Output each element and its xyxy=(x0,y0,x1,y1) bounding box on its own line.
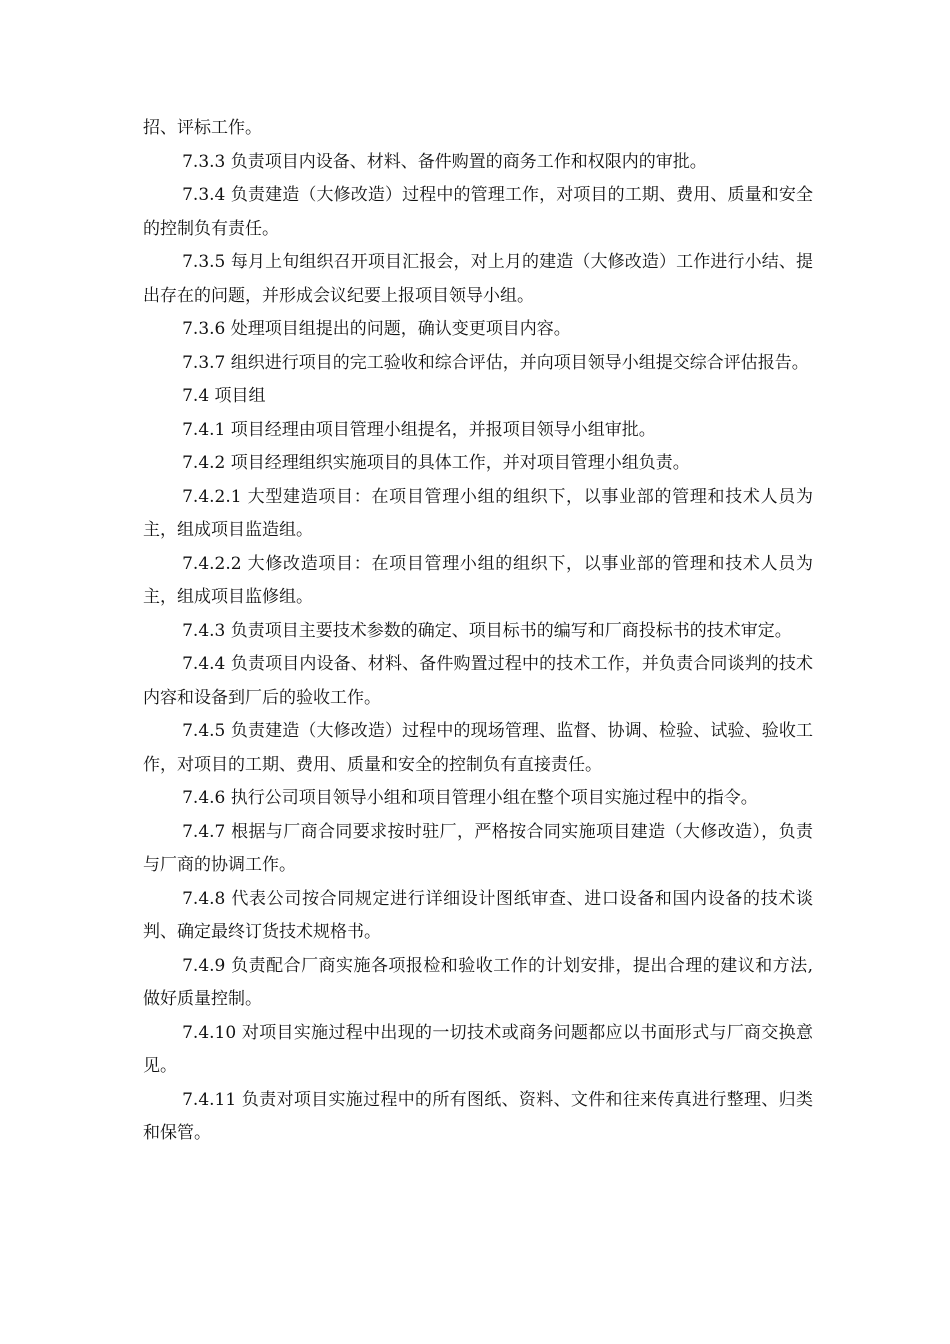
paragraph-continuation: 招、评标工作。 xyxy=(143,118,262,138)
paragraph-7-4-2: 7.4.2 项目经理组织实施项目的具体工作，并对项目管理小组负责。 xyxy=(182,453,690,473)
paragraph-7-4-8: 7.4.8 代表公司按合同规定进行详细设计图纸审查、进口设备和国内设备的技术谈判、确定最终订货技术规格书。 xyxy=(143,888,813,942)
document-body xyxy=(143,112,813,1151)
paragraph-7-4-7: 7.4.7 根据与厂商合同要求按时驻厂，严格按合同实施项目建造（大修改造），负责与厂商的协调工作。 xyxy=(143,821,813,875)
paragraph-7-4-6: 7.4.6 执行公司项目领导小组和项目管理小组在整个项目实施过程中的指令。 xyxy=(182,788,758,808)
paragraph-7-3-4: 7.3.4 负责建造（大修改造）过程中的管理工作，对项目的工期、费用、质量和安全的控制负有责任。 xyxy=(143,185,813,239)
section-heading-7-4: 7.4 项目组 xyxy=(182,386,266,406)
paragraph-7-4-11: 7.4.11 负责对项目实施过程中的所有图纸、资料、文件和往来传真进行整理、归类和保管。 xyxy=(143,1089,813,1143)
paragraph-7-4-10: 7.4.10 对项目实施过程中出现的一切技术或商务问题都应以书面形式与厂商交换意见。 xyxy=(143,1022,813,1076)
paragraph-7-3-7: 7.3.7 组织进行项目的完工验收和综合评估，并向项目领导小组提交综合评估报告。 xyxy=(182,352,809,373)
paragraph-7-4-9: 7.4.9 负责配合厂商实施各项报检和验收工作的计划安排，提出合理的建议和方法,做好质量控制。 xyxy=(143,955,813,1009)
paragraph-7-4-1: 7.4.1 项目经理由项目管理小组提名，并报项目领导小组审批。 xyxy=(182,419,656,440)
paragraph-7-4-2-1: 7.4.2.1 大型建造项目：在项目管理小组的组织下，以事业部的管理和技术人员为主，组成项目监造组。 xyxy=(143,486,813,540)
paragraph-7-3-3: 7.3.3 负责项目内设备、材料、备件购置的商务工作和权限内的审批。 xyxy=(182,151,707,172)
paragraph-7-4-4: 7.4.4 负责项目内设备、材料、备件购置过程中的技术工作，并负责合同谈判的技术内容和设备到厂后的验收工作。 xyxy=(143,654,813,708)
paragraph-7-3-6: 7.3.6 处理项目组提出的问题，确认变更项目内容。 xyxy=(182,319,571,339)
paragraph-7-4-3: 7.4.3 负责项目主要技术参数的确定、项目标书的编写和厂商投标书的技术审定。 xyxy=(182,620,792,641)
paragraph-7-3-5: 7.3.5 每月上旬组织召开项目汇报会，对上月的建造（大修改造）工作进行小结、提出存在的问题，并形成会议纪要上报项目领导小组。 xyxy=(143,252,813,306)
paragraph-7-4-5: 7.4.5 负责建造（大修改造）过程中的现场管理、监督、协调、检验、试验、验收工作，对项目的工期、费用、质量和安全的控制负有直接责任。 xyxy=(143,721,813,775)
paragraph-7-4-2-2: 7.4.2.2 大修改造项目：在项目管理小组的组织下，以事业部的管理和技术人员为主，组成项目监修组。 xyxy=(143,553,813,607)
